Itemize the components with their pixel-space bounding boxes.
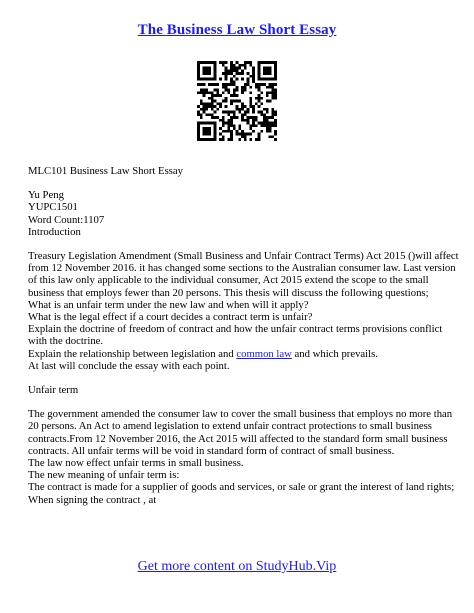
page-title[interactable]: The Business Law Short Essay [137, 22, 337, 38]
effect-line: The law now effect unfair terms in small business. [28, 457, 244, 470]
question-item: What is the legal effect if a court decides a contract term is unfair? [28, 311, 313, 324]
meaning-item: The contract is made for a supplier of goods and services, or sale or grant the interest of land rights; [28, 481, 455, 494]
section-heading-introduction: Introduction [28, 225, 81, 238]
intro-paragraph: Treasury Legislation Amendment (Small Business and Unfair Contract Terms) Act 2015 ()will affect from 12 November 2016. it has changed some sections to the Australian consumer law. Last version of this law only applicable to the individual consumer, Act 2015 extend the scope to the small business that employs fewer than 20 persons. This thesis will discuss the following questions; [28, 250, 459, 299]
meaning-line: The new meaning of unfair term is: [28, 469, 180, 482]
unfair-term-paragraph: The government amended the consumer law to cover the small business that employs no more than 20 persons. An Act to amend legislation to extend unfair contract protections to small business contracts.From 12 November 2016, the Act 2015 will affected to the standard form small business contracts. All unfair terms will be void in standard form of contract of small business. [28, 408, 453, 457]
conclusion-line: At last will conclude the essay with each point. [28, 359, 230, 372]
question-item: Explain the doctrine of freedom of contract and how the unfair contract terms provisions conflict with the doctrine. [28, 323, 443, 348]
question-item: What is an unfair term under the new law and when will it apply? [28, 298, 309, 311]
meaning-item: When signing the contract , at [28, 493, 157, 506]
author-name: Yu Peng [28, 189, 64, 202]
word-count: Word Count:1107 [28, 213, 105, 226]
footer-link[interactable]: Get more content on StudyHub.Vip [137, 559, 337, 574]
document-body [28, 165, 460, 506]
common-law-link[interactable]: common law [236, 347, 292, 360]
course-title: MLC101 Business Law Short Essay [28, 165, 183, 177]
section-heading-unfair-term: Unfair term [28, 384, 79, 397]
qr-code-icon [197, 61, 277, 141]
student-id: YUPC1501 [28, 201, 78, 214]
question-item: Explain the relationship between legislation and common law and which prevails. [28, 347, 378, 360]
